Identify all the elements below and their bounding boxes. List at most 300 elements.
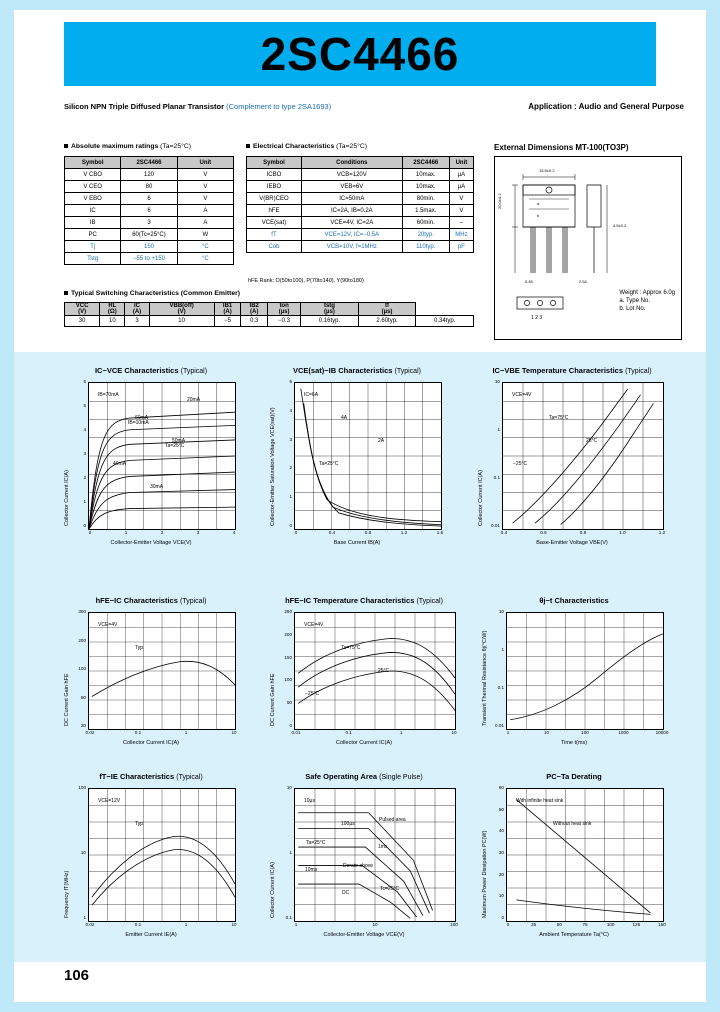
table-cell: Cob	[247, 241, 302, 253]
x-tick-label: 150	[658, 922, 666, 927]
table-cell: °C	[177, 241, 233, 253]
table-row	[247, 229, 474, 241]
abs-ratings-condition: (Ta=25°C)	[160, 143, 192, 150]
x-tick-label: 2	[160, 530, 164, 535]
y-tick-label: 100	[78, 785, 86, 790]
bullet-square-icon	[64, 144, 68, 148]
chart-annotation: IC=6A	[304, 392, 319, 398]
y-tick-label: 40	[498, 828, 504, 834]
column-header: 2SC4466	[402, 157, 449, 169]
table-row	[65, 169, 234, 181]
column-header: VBB(off) (V)	[149, 303, 214, 316]
chart-annotation: IB=10mA	[128, 420, 149, 426]
electrical-heading	[246, 143, 367, 150]
external-dimensions-heading: External Dimensions MT-100(TO3P)	[494, 143, 629, 152]
chart-annotation: VCE=4V	[98, 622, 118, 628]
y-axis-label: DC Current Gain hFE	[270, 673, 276, 726]
table-cell: IC	[65, 205, 121, 217]
note-lot-no: b. Lot No.	[619, 305, 646, 312]
table-cell: V EBO	[65, 193, 121, 205]
page-title: 2SC4466	[260, 28, 460, 80]
y-tick-label: 0	[83, 523, 86, 528]
table-cell: 60(Tc=25°C)	[121, 229, 177, 241]
y-axis-label: Collector Current IC(A)	[270, 862, 276, 918]
table-cell: A	[177, 217, 233, 229]
y-tick-label: 0.1	[285, 915, 292, 920]
x-tick-label: 10	[231, 730, 237, 735]
chart-annotation: Ta=25°C	[306, 840, 326, 846]
x-tick-label: 10	[543, 730, 550, 735]
y-tick-label: 0.01	[495, 723, 504, 728]
y-axis-label: Maximum Power Dissipation PC(W)	[482, 830, 488, 918]
x-tick-label: 0.1	[134, 730, 142, 735]
column-header: Unit	[177, 157, 233, 169]
table-cell: 10max.	[402, 181, 449, 193]
x-tick-label: 0.1	[345, 730, 352, 735]
x-tick-label: 1.2	[400, 530, 408, 535]
table-switching-characteristics	[64, 302, 474, 327]
column-header: VCC (V)	[65, 303, 100, 316]
table-cell: µA	[449, 169, 473, 181]
table-cell: −0.3	[268, 316, 301, 327]
chart-soa	[264, 772, 464, 948]
y-tick-label: 3	[83, 451, 86, 456]
y-tick-label: 50	[286, 700, 292, 706]
y-tick-label: 200	[78, 637, 86, 643]
y-tick-label: 300	[78, 609, 86, 614]
switching-heading	[64, 290, 240, 297]
chart-annotation: Without heat sink	[553, 821, 592, 827]
table-cell: VEB=6V	[301, 181, 402, 193]
table-cell: V	[177, 193, 233, 205]
table-header-row	[65, 303, 474, 316]
x-tick-label: 10	[451, 730, 457, 735]
y-tick-label: 3	[289, 436, 292, 442]
chart-title-suffix: (Typical)	[180, 368, 208, 375]
column-header: Symbol	[65, 157, 121, 169]
chart-ft-ie	[58, 772, 244, 948]
plot-svg	[295, 383, 441, 529]
table-cell: V CEO	[65, 181, 121, 193]
x-tick-label: 1000	[618, 730, 629, 735]
column-header: Symbol	[247, 157, 302, 169]
chart-title: θj−t Characteristics	[539, 596, 609, 605]
table-row	[65, 253, 234, 265]
plot-svg	[89, 789, 235, 921]
svg-text:4.5±0.2: 4.5±0.2	[613, 223, 627, 228]
table-cell: −55 to +150	[121, 253, 177, 265]
y-tick-label: 0.1	[493, 475, 500, 480]
table-cell: VCE=4V, IC=2A	[301, 217, 402, 229]
table-cell: A	[177, 205, 233, 217]
chart-annotation: Typ.	[135, 645, 145, 651]
x-tick-label: 1.0	[619, 530, 626, 535]
chart-annotation: 100µs	[341, 821, 355, 827]
bullet-square-icon	[64, 291, 68, 295]
table-cell: −5	[214, 316, 241, 327]
x-axis-label: Collector Current IC(A)	[123, 740, 179, 746]
table-cell: 10	[100, 316, 125, 327]
y-tick-label: 10	[80, 850, 86, 855]
table-cell: 10max.	[402, 169, 449, 181]
chart-annotation: −25°C	[305, 691, 320, 697]
table-cell: 80	[121, 181, 177, 193]
table-absolute-max-ratings	[64, 156, 234, 265]
x-tick-label: 0.8	[364, 530, 372, 535]
charts-section	[14, 352, 706, 962]
x-tick-label: 100	[606, 922, 615, 927]
chart-annotation: VCE=12V	[98, 798, 121, 804]
y-tick-label: 1	[501, 647, 504, 652]
table-cell: 3	[125, 316, 149, 327]
y-tick-label: 200	[284, 631, 292, 637]
y-tick-label: 2	[289, 465, 292, 471]
table-cell: 0.34typ.	[416, 316, 474, 327]
external-dimensions-drawing	[494, 156, 682, 340]
y-axis-label: Collector Current IC(A)	[64, 470, 70, 526]
x-axis-label: Base-Emitter Voltage VBE(V)	[536, 540, 608, 546]
x-tick-label: 1	[184, 922, 188, 927]
table-cell: PC	[65, 229, 121, 241]
x-tick-label: 1	[124, 530, 128, 535]
column-header: ton (µs)	[268, 303, 301, 316]
svg-text:15.5±0.2: 15.5±0.2	[539, 168, 555, 173]
table-cell: 3	[121, 217, 177, 229]
table-row	[65, 193, 234, 205]
x-axis-label: Ambient Temperature Ta(°C)	[539, 932, 609, 938]
device-type-text: Silicon NPN Triple Diffused Planar Transistor	[64, 102, 225, 111]
plot-area	[506, 612, 664, 730]
y-tick-label: 6	[83, 379, 86, 384]
column-header: Conditions	[301, 157, 402, 169]
table-row	[247, 205, 474, 217]
plot-area	[506, 788, 664, 922]
column-header: IC (A)	[125, 303, 149, 316]
y-tick-label: 250	[284, 609, 292, 614]
plot-svg	[295, 613, 455, 729]
plot-area	[294, 382, 442, 530]
table-cell: 120	[121, 169, 177, 181]
y-tick-label: 50	[80, 694, 86, 700]
x-tick-label: 125	[632, 922, 641, 927]
table-cell: °C	[177, 253, 233, 265]
table-cell: MHz	[449, 229, 473, 241]
plot-area	[502, 382, 664, 530]
table-row	[247, 169, 474, 181]
table-cell: 20typ.	[402, 229, 449, 241]
y-tick-label: 60	[498, 785, 504, 790]
plot-area	[294, 788, 456, 922]
x-tick-label: 0.1	[134, 922, 142, 927]
x-tick-label: 0	[88, 530, 92, 535]
y-tick-label: 100	[78, 666, 86, 671]
x-axis-label: Collector-Emitter Voltage VCE(V)	[110, 540, 192, 546]
chart-annotation: 50mA	[172, 438, 186, 444]
x-tick-label: 10000	[655, 730, 669, 735]
x-tick-label: 1	[506, 730, 510, 735]
y-tick-label: 0	[501, 915, 504, 920]
plot-svg	[89, 613, 235, 729]
x-tick-label: 10	[372, 922, 378, 927]
table-cell: fT	[247, 229, 302, 241]
x-tick-label: 1.2	[658, 530, 666, 535]
chart-title: fT−IE Characteristics (Typical)	[99, 772, 203, 781]
column-header: tf (µs)	[358, 303, 416, 316]
y-tick-label: 4	[289, 407, 292, 413]
chart-annotation: 1ms	[378, 844, 388, 850]
y-tick-label: 100	[284, 677, 292, 683]
svg-text:b: b	[537, 213, 540, 218]
y-tick-label: 5	[83, 403, 86, 408]
x-tick-label: 0	[506, 922, 510, 927]
plot-area	[88, 612, 236, 730]
table-cell: IC=50mA	[301, 193, 402, 205]
chart-title-suffix: (Typical)	[394, 368, 421, 375]
y-tick-label: 10	[286, 785, 292, 790]
page-number: 106	[64, 967, 90, 984]
chart-title: hFE−IC Temperature Characteristics (Typical)	[285, 596, 443, 605]
plot-svg	[503, 383, 663, 529]
pin-numbers: 1 2 3	[531, 315, 543, 321]
table-cell: V	[177, 181, 233, 193]
x-tick-label: 1	[184, 730, 188, 735]
chart-annotation: 25°C	[378, 668, 390, 674]
chart-annotation: −25°C	[513, 461, 528, 467]
table-row	[247, 181, 474, 193]
abs-ratings-heading-text: Absolute maximum ratings	[71, 143, 159, 150]
y-tick-label: 1	[289, 494, 292, 500]
y-tick-label: 0	[289, 723, 292, 728]
chart-title-suffix: (Typical)	[176, 774, 203, 781]
chart-annotation: IB=70mA	[98, 392, 119, 398]
x-tick-label: 75	[582, 922, 588, 927]
svg-text:5.45: 5.45	[525, 279, 533, 284]
chart-annotation: 2A	[378, 438, 385, 444]
table-row	[65, 316, 474, 327]
chart-title: IC−VBE Temperature Characteristics (Typical)	[492, 366, 652, 375]
table-cell: –	[449, 217, 473, 229]
x-tick-label: 1	[400, 730, 403, 735]
y-tick-label: 1	[83, 915, 86, 920]
plot-area	[88, 382, 236, 530]
y-tick-label: 30	[498, 850, 504, 855]
chart-annotation: 60mA	[135, 415, 149, 421]
weight-note	[619, 289, 675, 313]
column-header: RL (Ω)	[100, 303, 125, 316]
y-tick-label: 150	[284, 654, 292, 660]
y-axis-label: DC Current Gain hFE	[64, 673, 70, 726]
x-tick-label: 0.8	[579, 530, 587, 535]
x-tick-label: 25	[531, 922, 537, 927]
chart-annotation: 40mA	[113, 461, 127, 467]
table-cell: 0.16typ.	[301, 316, 359, 327]
x-tick-label: 100	[450, 922, 458, 927]
y-tick-label: 20	[80, 723, 86, 728]
chart-hfe-ic	[58, 596, 244, 756]
table-header-row	[65, 157, 234, 169]
table-cell: 6	[121, 193, 177, 205]
chart-title-suffix: (Typical)	[179, 598, 207, 605]
x-axis-label: Collector-Emitter Voltage VCE(V)	[323, 932, 405, 938]
abs-ratings-heading	[64, 143, 191, 150]
y-tick-label: 0.1	[497, 685, 504, 690]
chart-annotation: VCE=4V	[512, 392, 532, 398]
table-cell: V	[449, 205, 473, 217]
table-cell: Tstg	[65, 253, 121, 265]
chart-annotation: Tc=25°C	[380, 886, 400, 892]
table-cell: pF	[449, 241, 473, 253]
chart-title: IC−VCE Characteristics (Typical)	[94, 366, 208, 375]
plot-svg	[295, 789, 455, 921]
table-cell: V CBO	[65, 169, 121, 181]
chart-annotation: 10ms	[305, 867, 318, 873]
bullet-square-icon	[246, 144, 250, 148]
column-header: tstg (µs)	[301, 303, 359, 316]
complement-text: (Complement to type 2SA1693)	[226, 102, 332, 111]
table-cell: VCB=10V, f=1MHz	[301, 241, 402, 253]
table-cell: IC=2A, IB=0.2A	[301, 205, 402, 217]
y-tick-label: 10	[494, 379, 500, 384]
table-row	[247, 241, 474, 253]
table-cell: VCE=12V, IC=−0.5A	[301, 229, 402, 241]
column-header: Unit	[449, 157, 473, 169]
x-tick-label: 0.4	[328, 530, 336, 535]
table-cell: 0.3	[241, 316, 268, 327]
svg-text:20.0±0.2: 20.0±0.2	[497, 193, 502, 209]
x-tick-label: 0.02	[85, 922, 95, 927]
table-row	[65, 181, 234, 193]
x-tick-label: 10	[231, 922, 237, 927]
chart-hfe-ic-temp	[264, 596, 464, 756]
table-cell: V(BR)CEO	[247, 193, 302, 205]
table-cell: hFE	[247, 205, 302, 217]
table-cell: VCB=120V	[301, 169, 402, 181]
table-cell: 10	[149, 316, 214, 327]
chart-annotation: 25°C	[586, 438, 598, 444]
plot-area	[294, 612, 456, 730]
chart-theta-t	[476, 596, 672, 756]
table-cell: µA	[449, 181, 473, 193]
electrical-heading-text: Electrical Characteristics	[253, 143, 335, 150]
table-cell: V	[177, 169, 233, 181]
table-header-row	[247, 157, 474, 169]
chart-annotation: Ta=25°C	[319, 461, 339, 467]
x-tick-label: 1.6	[436, 530, 444, 535]
svg-text:a: a	[537, 201, 540, 206]
table-cell: 80min.	[402, 193, 449, 205]
x-axis-label: Base Current IB(A)	[333, 540, 381, 546]
table-cell: VCE(sat)	[247, 217, 302, 229]
chart-title: Safe Operating Area (Single Pulse)	[305, 772, 423, 781]
y-tick-label: 0	[289, 523, 292, 528]
y-axis-label: Transient Thermal Resistance θj(°C/W)	[482, 630, 488, 726]
table-cell: ICBO	[247, 169, 302, 181]
chart-annotation: VCE=4V	[304, 622, 324, 628]
x-axis-label: Collector Current IC(A)	[336, 740, 392, 746]
y-axis-label: Collector-Emitter Saturation Voltage VCE(sat)(V)	[270, 407, 276, 526]
chart-title: PC−Ta Derating	[546, 772, 602, 781]
column-header: IB1 (A)	[214, 303, 241, 316]
x-tick-label: 1	[294, 922, 298, 927]
note-type-no: a. Type No.	[619, 297, 650, 304]
x-tick-label: 0	[294, 530, 298, 535]
y-tick-label: 20	[498, 871, 504, 877]
chart-annotation: Pulsed area	[379, 817, 406, 823]
chart-annotation: Typ.	[135, 821, 145, 827]
table-cell: 6	[121, 205, 177, 217]
svg-text:2.54: 2.54	[579, 279, 587, 284]
table-row	[247, 217, 474, 229]
x-tick-label: 0.4	[500, 530, 508, 535]
chart-annotation: 4A	[341, 415, 348, 421]
table-cell: 1.5max.	[402, 205, 449, 217]
table-cell: IEBO	[247, 181, 302, 193]
table-cell: W	[177, 229, 233, 241]
title-banner	[64, 22, 656, 86]
chart-annotation: Derate above	[343, 863, 374, 869]
chart-ic-vbe-temp	[472, 366, 672, 556]
x-tick-label: 100	[581, 730, 589, 735]
chart-title-suffix: (Typical)	[625, 368, 652, 375]
table-cell: 150	[121, 241, 177, 253]
x-axis-label: Time t(ms)	[560, 740, 588, 746]
table-row	[247, 193, 474, 205]
table-cell: Tj	[65, 241, 121, 253]
x-axis-label: Emitter Current IE(A)	[125, 932, 177, 938]
plot-svg	[507, 789, 663, 921]
table-row	[65, 229, 234, 241]
y-axis-label: Collector Current IC(A)	[478, 470, 484, 526]
plot-area	[88, 788, 236, 922]
y-tick-label: 10	[498, 893, 504, 899]
device-subtitle	[64, 102, 331, 111]
table-cell: 60min.	[402, 217, 449, 229]
chart-annotation: 20mA	[187, 397, 201, 403]
chart-pc-ta	[476, 772, 672, 948]
x-tick-label: 0.6	[540, 530, 547, 535]
chart-annotation: 10µs	[304, 798, 315, 804]
chart-annotation: Ta=25°C	[165, 443, 185, 449]
x-tick-label: 0.02	[85, 730, 95, 735]
table-cell: 110typ.	[402, 241, 449, 253]
x-tick-label: 4	[232, 530, 236, 535]
chart-title-suffix: (Typical)	[416, 598, 443, 605]
y-tick-label: 1	[83, 499, 86, 504]
chart-annotation: Ta=75°C	[549, 415, 569, 421]
table-row	[65, 241, 234, 253]
chart-annotation: 30mA	[150, 484, 164, 490]
plot-svg	[507, 613, 663, 729]
y-tick-label: 4	[83, 427, 86, 432]
datasheet-page	[14, 10, 706, 1002]
y-axis-label: Frequency fT(MHz)	[64, 870, 70, 918]
chart-title: VCE(sat)−IB Characteristics (Typical)	[293, 366, 421, 375]
hfe-rank-footnote: hFE Rank: O(50to100), P(70to140), Y(90to180)	[248, 278, 364, 284]
column-header: 2SC4466	[121, 157, 177, 169]
chart-title-suffix: (Single Pulse)	[379, 774, 423, 781]
x-tick-label: 3	[196, 530, 200, 535]
table-row	[65, 217, 234, 229]
electrical-condition: (Ta=25°C)	[336, 143, 367, 150]
y-tick-label: 5	[289, 379, 292, 384]
chart-vcesat-ib	[264, 366, 450, 556]
plot-svg	[89, 383, 235, 529]
x-tick-label: 50	[556, 922, 562, 927]
chart-annotation: DC	[342, 890, 350, 896]
column-header: IB2 (A)	[241, 303, 268, 316]
chart-annotation: With infinite heat sink	[516, 798, 564, 804]
y-tick-label: 10	[498, 609, 504, 614]
